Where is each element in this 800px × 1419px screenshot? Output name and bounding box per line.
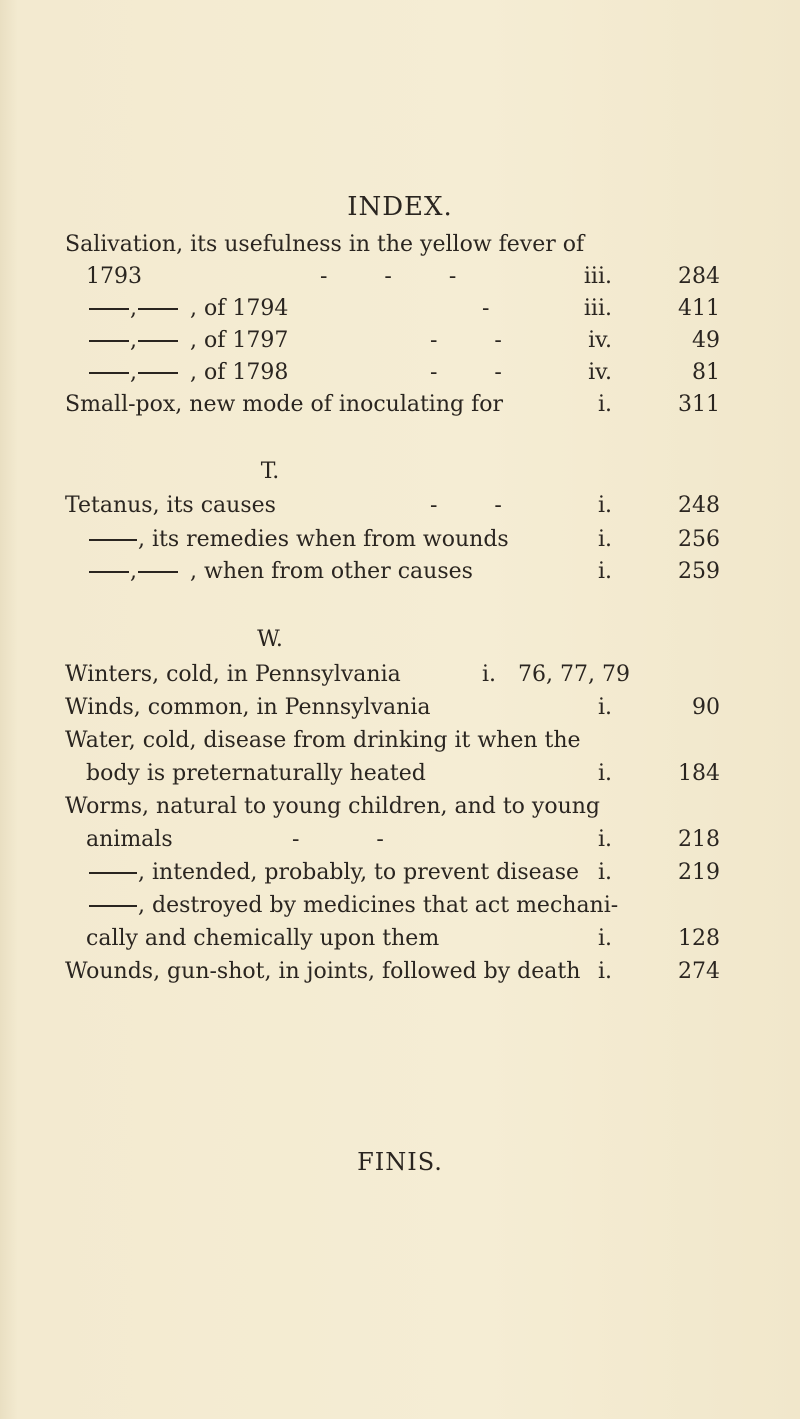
entry-dashes: - - xyxy=(430,328,502,353)
entry-text: body is preternaturally heated xyxy=(86,761,426,786)
entry-volume: iii. xyxy=(583,296,612,321)
page-title: INDEX. xyxy=(347,192,453,222)
entry-dashes: - - - xyxy=(320,264,457,289)
entry-text: Winds, common, in Pennsylvania xyxy=(65,695,431,720)
entry-dashes: - - xyxy=(430,493,502,518)
entry-text: cally and chemically upon them xyxy=(86,926,440,951)
entry-text: , of 1797 xyxy=(190,328,289,353)
entry-text: animals xyxy=(86,827,173,852)
entry-text: , of 1798 xyxy=(190,360,289,385)
entry-dash-ditto: , xyxy=(88,321,179,361)
entry-page: 256 xyxy=(678,527,720,552)
entry-text: Tetanus, its causes xyxy=(65,493,276,518)
entry-text: Salivation, its usefulness in the yellow fever of xyxy=(65,232,585,257)
entry-dashes: - xyxy=(482,296,490,321)
entry-volume: i. xyxy=(597,860,612,885)
section-letter: W. xyxy=(257,627,283,652)
entry-volume: i. xyxy=(597,761,612,786)
entry-dashes: - - xyxy=(292,827,384,852)
entry-text: Wounds, gun-shot, in joints, followed by death xyxy=(65,959,581,984)
entry-page: 274 xyxy=(678,959,720,984)
section-letter: T. xyxy=(260,459,280,484)
entry-dash-ditto: , xyxy=(88,289,179,329)
entry-text: , its remedies when from wounds xyxy=(138,527,509,552)
entry-text: , intended, probably, to prevent disease xyxy=(138,860,580,885)
entry-volume: i. xyxy=(597,493,612,518)
entry-page: 248 xyxy=(678,493,720,518)
entry-text: , of 1794 xyxy=(190,296,289,321)
entry-volume: i. xyxy=(597,392,612,417)
entry-text: Winters, cold, in Pennsylvania xyxy=(65,662,401,687)
entry-volume: iii. xyxy=(583,264,612,289)
entry-page: 411 xyxy=(678,296,720,321)
entry-page: 219 xyxy=(678,860,720,885)
entry-volume: i. xyxy=(597,559,612,584)
entry-page: 90 xyxy=(692,695,720,720)
section-header xyxy=(0,620,800,660)
entry-page: 259 xyxy=(678,559,720,584)
entry-volume: i. xyxy=(597,695,612,720)
entry-volume: iv. xyxy=(588,360,612,385)
entry-page: 49 xyxy=(692,328,720,353)
entry-page: 218 xyxy=(678,827,720,852)
entry-volume: i. xyxy=(597,527,612,552)
entry-page: 81 xyxy=(692,360,720,385)
entry-dash-ditto: , xyxy=(88,353,179,393)
entry-page: 128 xyxy=(678,926,720,951)
entry-volume: i. xyxy=(482,662,497,687)
entry-volume: i. xyxy=(597,926,612,951)
index-entry xyxy=(0,385,800,425)
entry-dashes: - - xyxy=(430,360,502,385)
entry-text: 1793 xyxy=(86,264,142,289)
entry-text: Small-pox, new mode of inoculating for xyxy=(65,392,503,417)
entry-page: 311 xyxy=(678,392,720,417)
entry-text: , when from other causes xyxy=(190,559,473,584)
index-entry xyxy=(0,952,800,992)
entry-volume: i. xyxy=(597,959,612,984)
index-entry xyxy=(0,552,800,592)
entry-text: , destroyed by medicines that act mechani- xyxy=(138,893,619,918)
entry-page: 284 xyxy=(678,264,720,289)
finis-text: FINIS. xyxy=(357,1148,443,1176)
entry-page: 76, 77, 79 xyxy=(518,662,630,687)
entry-text: Worms, natural to young children, and to young xyxy=(65,794,601,819)
entry-text: Water, cold, disease from drinking it when the xyxy=(65,728,581,753)
entry-dash-ditto: , xyxy=(88,552,179,592)
entry-volume: iv. xyxy=(588,328,612,353)
entry-page: 184 xyxy=(678,761,720,786)
entry-volume: i. xyxy=(597,827,612,852)
